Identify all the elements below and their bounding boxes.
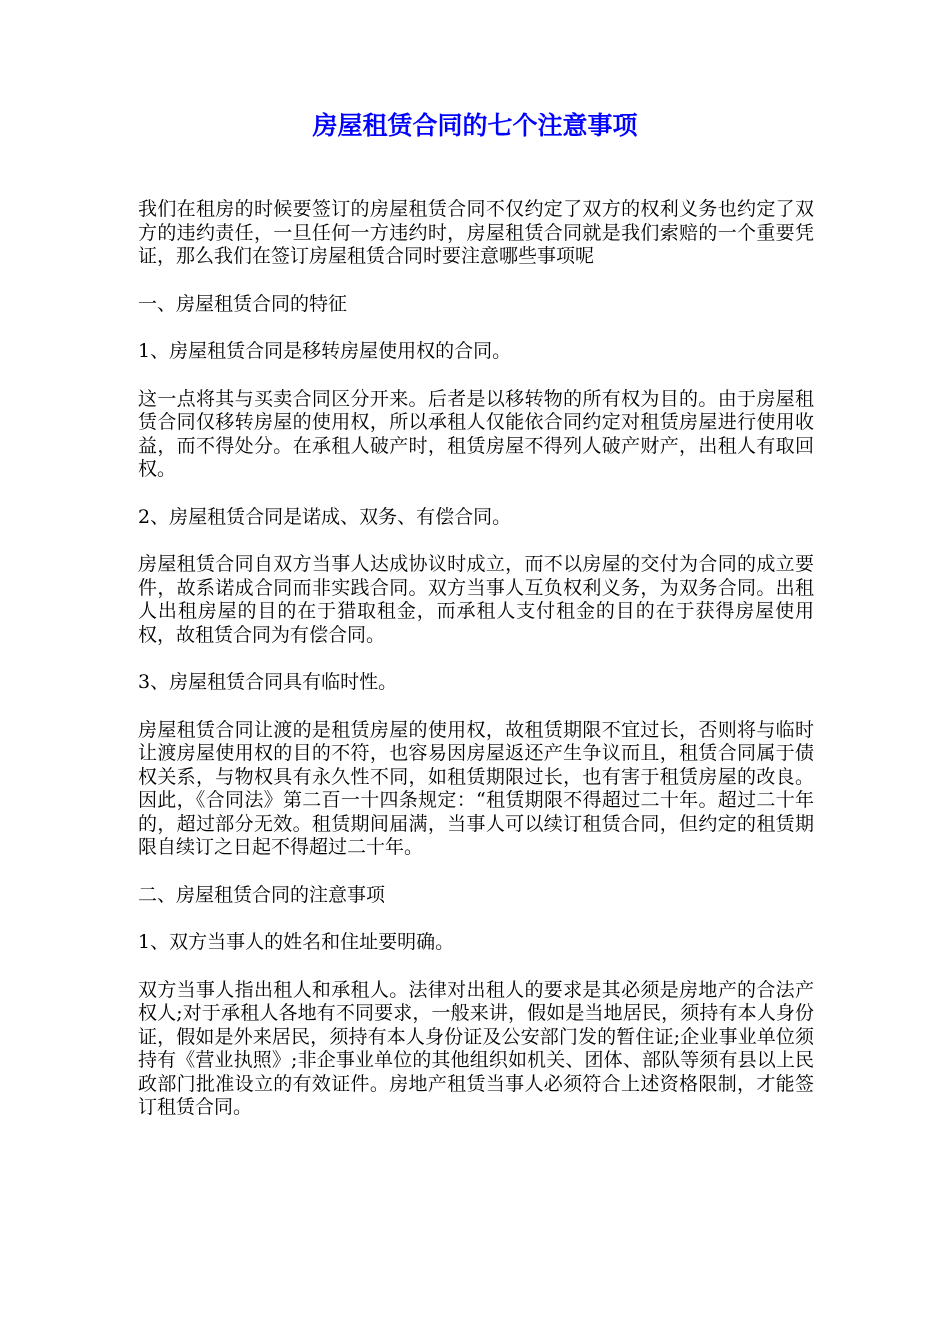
subheading-4: 1、双方当事人的姓名和住址要明确。 bbox=[138, 931, 455, 953]
section-heading-notes: 二、房屋租赁合同的注意事项 bbox=[138, 883, 386, 906]
paragraph-4: 双方当事人指出租人和承租人。法律对出租人的要求是其必须是房地产的合法产权人;对于承租人各地有不同要求，一般来讲，假如是当地居民，须持有本人身份证，假如是外来居民，须持有本人身份证及公安部门发的暂住证;企业事业单位须持有《营业执照》;非企事业单位的其他组织如机关、团体、部队等须有县以上民政部门批准设立的有效证件。房地产租赁当事人必须符合上述资格限制，才能签订租赁合同。 bbox=[138, 978, 814, 1118]
subheading-1: 1、房屋租赁合同是移转房屋使用权的合同。 bbox=[138, 340, 512, 362]
paragraph-1: 这一点将其与买卖合同区分开来。后者是以移转物的所有权为目的。由于房屋租赁合同仅移转房屋的使用权，所以承租人仅能依合同约定对租赁房屋进行使用收益，而不得处分。在承租人破产时，租赁房屋不得列人破产财产，出租人有取回权。 bbox=[138, 387, 814, 480]
subheading-3: 3、房屋租赁合同具有临时性。 bbox=[138, 671, 398, 693]
paragraph-3: 房屋租赁合同让渡的是租赁房屋的使用权，故租赁期限不宜过长，否则将与临时让渡房屋使用权的目的不符，也容易因房屋返还产生争议而且，租赁合同属于债权关系，与物权具有永久性不同，如租赁期限过长，也有害于租赁房屋的改良。因此，《合同法》第二百一十四条规定：“租赁期限不得超过二十年。超过二十年的，超过部分无效。租赁期间届满，当事人可以续订租赁合同，但约定的租赁期限自续订之日起不得超过二十年。 bbox=[138, 718, 814, 858]
paragraph-2: 房屋租赁合同自双方当事人达成协议时成立，而不以房屋的交付为合同的成立要件，故系诺成合同而非实践合同。双方当事人互负权利义务，为双务合同。出租人出租房屋的目的在于猎取租金，而承租人支付租金的目的在于获得房屋使用权，故租赁合同为有偿合同。 bbox=[138, 553, 814, 646]
document-body bbox=[138, 198, 814, 1144]
subheading-2: 2、房屋租赁合同是诺成、双务、有偿合同。 bbox=[138, 505, 512, 528]
section-heading-features: 一、房屋租赁合同的特征 bbox=[138, 292, 348, 315]
document-title: 房屋租赁合同的七个注意事项 bbox=[312, 111, 638, 140]
intro-paragraph: 我们在租房的时候要签订的房屋租赁合同不仅约定了双方的权利义务也约定了双方的违约责任，一旦任何一方违约时，房屋租赁合同就是我们索赔的一个重要凭证，那么我们在签订房屋租赁合同时要注意哪些事项呢 bbox=[138, 198, 814, 267]
